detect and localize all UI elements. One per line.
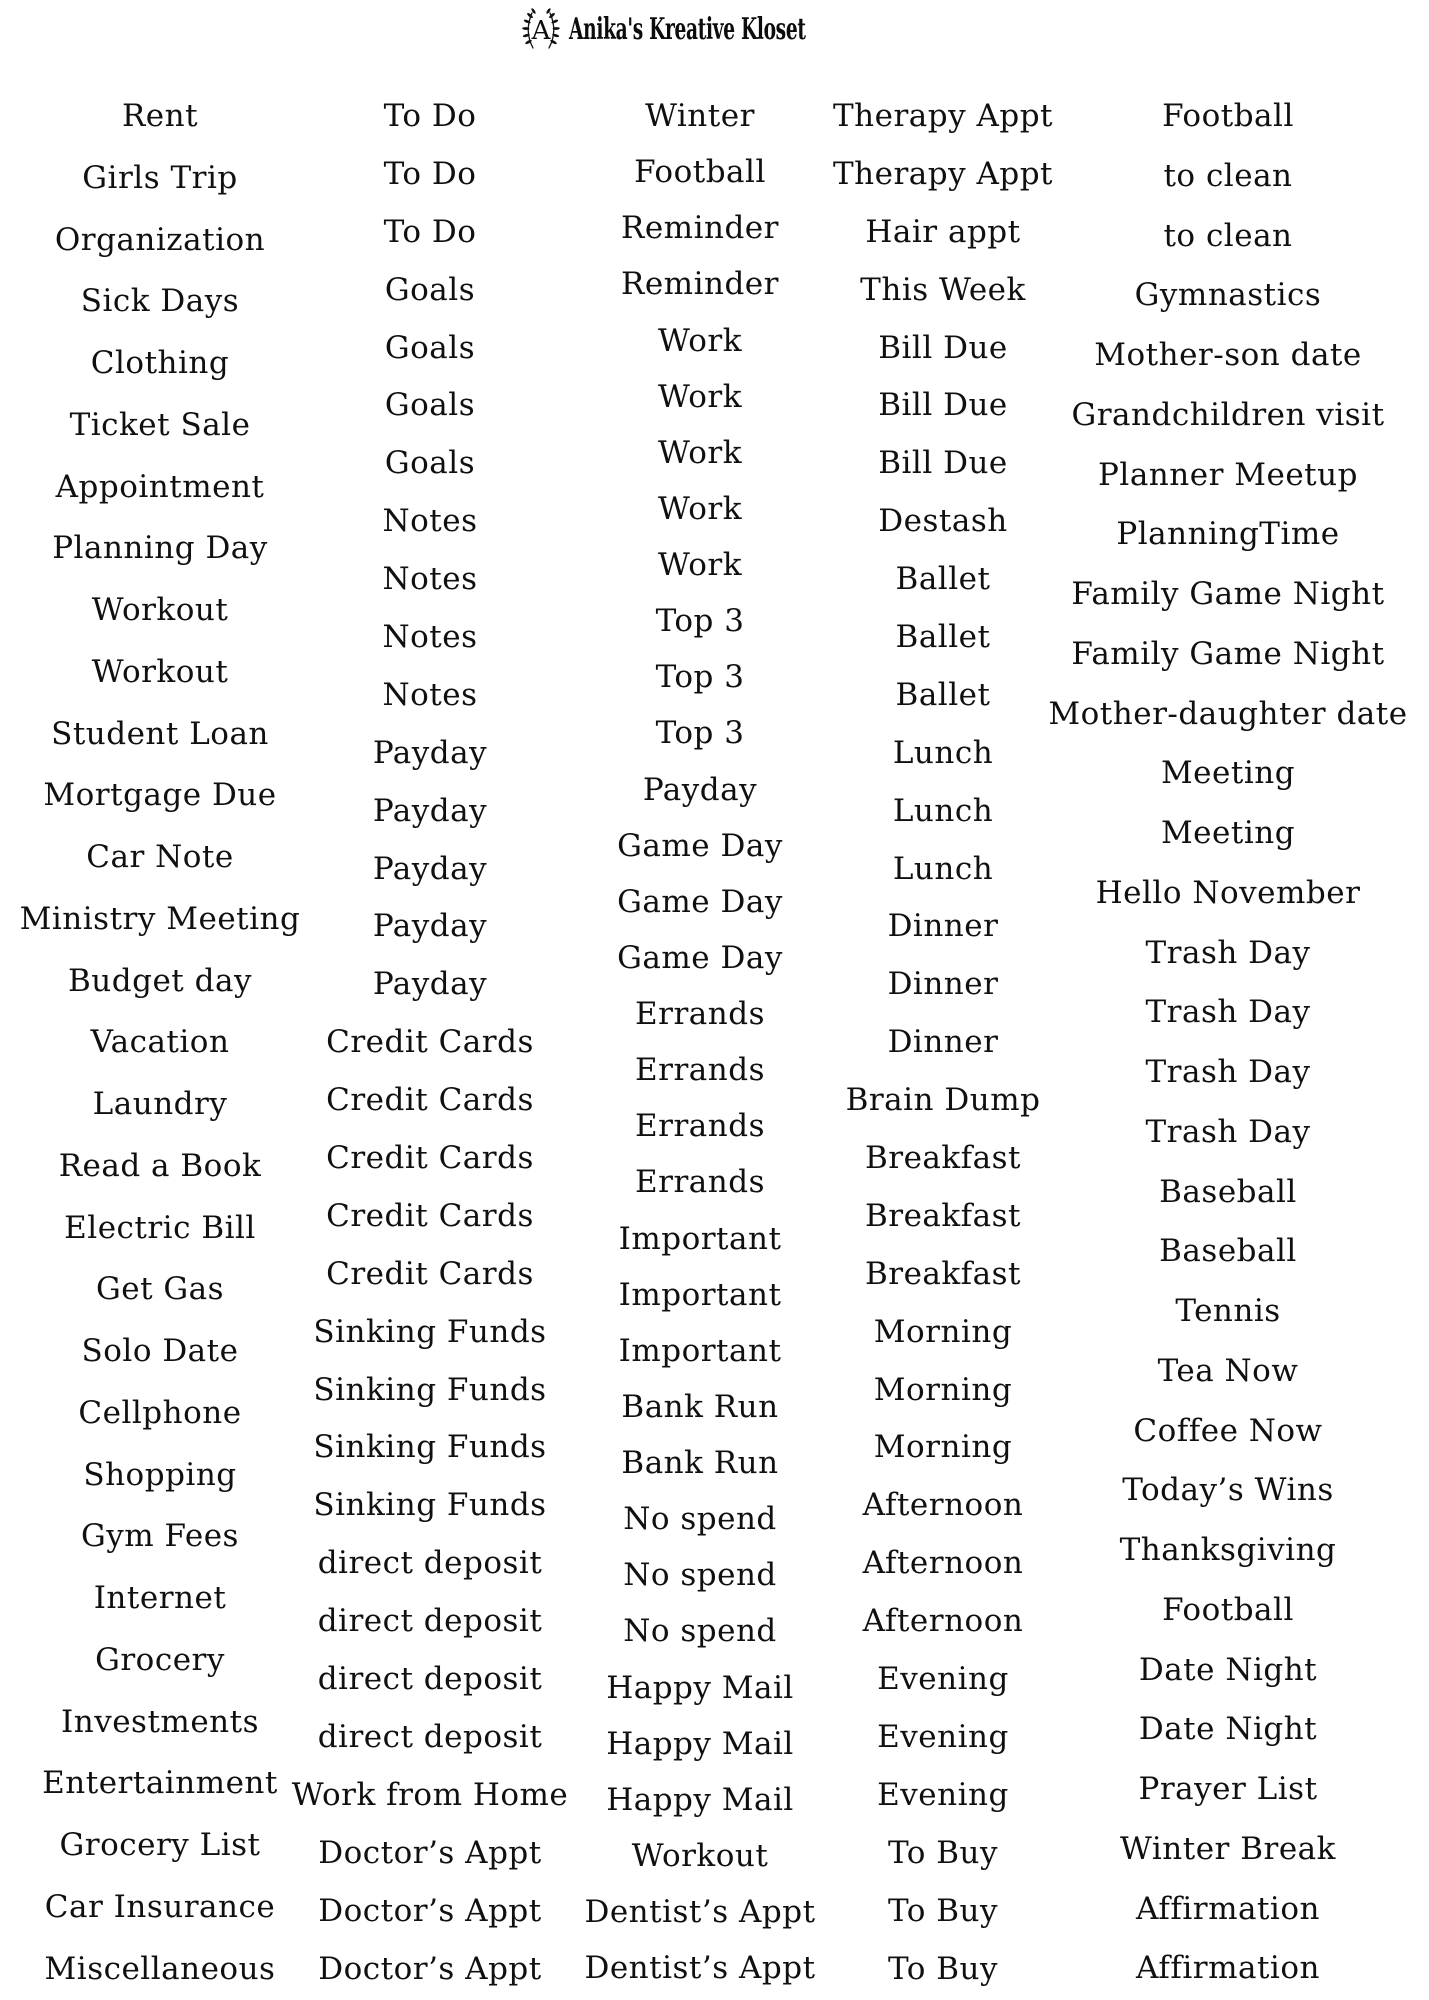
label-item: Evening [877,1718,1009,1755]
label-item: Baseball [1159,1233,1297,1270]
label-item: No spend [623,1613,777,1650]
label-item: Hair appt [865,213,1021,250]
label-item: Ministry Meeting [19,900,301,937]
label-item: Payday [372,792,488,829]
label-item: Girls Trip [82,159,238,196]
label-item: Organization [54,221,266,258]
label-item: Goals [384,329,476,366]
label-item: Bill Due [878,387,1008,424]
label-item: Family Game Night [1071,576,1385,612]
label-item: Read a Book [58,1147,262,1184]
label-item: To Do [383,213,477,250]
brand-header [516,4,951,54]
label-item: To Do [383,155,477,192]
label-item: Dentist’s Appt [584,1950,816,1987]
label-item: Shopping [83,1456,237,1493]
label-item: Family Game Night [1071,635,1385,672]
label-item: Car Note [86,839,234,875]
label-item: Notes [382,676,478,713]
label-item: To Do [383,98,477,134]
label-item: Thanksgiving [1119,1532,1337,1568]
label-item: Dinner [887,1024,999,1061]
label-column-2 [280,100,580,1986]
label-item: Laundry [92,1086,228,1122]
label-column-5 [1028,100,1428,1986]
label-item: Top 3 [655,659,745,696]
label-item: Goals [384,445,476,482]
label-item: Brain Dump [845,1082,1041,1119]
label-item: to clean [1163,217,1293,254]
label-item: Reminder [621,210,779,247]
label-item: Goals [384,387,476,424]
label-item: Afternoon [862,1545,1024,1582]
label-item: Happy Mail [606,1725,794,1762]
label-item: Hello November [1095,874,1361,911]
label-item: Morning [873,1371,1013,1408]
label-item: Grocery [95,1641,225,1678]
label-item: Appointment [55,468,265,505]
label-item: Afternoon [862,1603,1024,1640]
label-item: Therapy Appt [832,98,1054,134]
label-item: Dinner [887,966,999,1003]
label-item: Credit Cards [326,1255,534,1292]
label-item: Electric Bill [64,1209,256,1246]
label-item: direct deposit [317,1661,543,1698]
label-item: Vacation [90,1024,230,1061]
label-item: Rent [121,98,199,134]
label-item: Clothing [90,345,230,381]
label-item: No spend [623,1557,777,1594]
label-item: Work [657,547,743,583]
label-item: PlanningTime [1116,516,1340,553]
label-item: Bank Run [621,1445,779,1481]
label-item: Affirmation [1136,1950,1320,1987]
label-item: Work [657,378,743,415]
label-item: Winter Break [1120,1830,1336,1867]
label-item: Tennis [1175,1293,1281,1329]
label-item: Mother-son date [1094,337,1362,373]
label-item: Investments [60,1703,259,1740]
label-item: Today’s Wins [1122,1472,1334,1509]
label-item: to clean [1163,157,1293,194]
label-item: Payday [372,908,488,945]
laurel-wreath-icon [516,6,566,52]
label-item: Morning [873,1429,1013,1466]
label-item: direct deposit [317,1718,543,1755]
label-item: Workout [91,592,229,628]
label-item: Errands [635,1108,765,1145]
label-item: Goals [384,271,476,308]
label-item: Sinking Funds [313,1371,547,1408]
label-item: Coffee Now [1133,1412,1323,1449]
label-item: No spend [623,1501,777,1538]
label-item: Football [1162,1591,1294,1628]
label-item: Therapy Appt [832,155,1054,192]
label-item: Meeting [1160,755,1296,792]
label-item: Game Day [617,827,783,864]
label-item: Errands [635,1164,765,1201]
label-item: Internet [93,1580,227,1616]
label-item: Lunch [892,850,994,887]
label-item: Payday [372,966,488,1003]
label-column-1 [10,100,310,1986]
label-item: Get Gas [95,1271,225,1308]
label-item: Car Insurance [44,1888,276,1925]
label-item: Credit Cards [326,1197,534,1234]
label-item: Notes [382,619,478,656]
label-item: Ballet [895,619,991,656]
label-item: Doctor’s Appt [318,1892,542,1929]
label-item: Work [657,322,743,359]
label-item: Planning Day [52,530,268,567]
label-item: Dinner [887,908,999,945]
label-item: Afternoon [862,1487,1024,1524]
label-item: Grocery List [59,1827,261,1863]
label-item: Trash Day [1145,994,1311,1031]
label-item: Mother-daughter date [1048,695,1408,732]
label-item: Affirmation [1136,1890,1320,1927]
label-item: Important [618,1332,782,1369]
label-item: Meeting [1160,815,1296,851]
label-item: Doctor’s Appt [318,1834,542,1871]
label-item: Errands [635,996,765,1032]
label-item: Notes [382,503,478,540]
label-item: Winter [645,98,755,134]
label-item: Trash Day [1145,1054,1311,1090]
label-item: Breakfast [864,1255,1022,1292]
label-item: Morning [873,1313,1013,1350]
label-item: Doctor’s Appt [318,1950,542,1987]
label-item: Dentist’s Appt [584,1894,816,1930]
label-item: Tea Now [1157,1352,1299,1389]
label-item: Ballet [895,561,991,598]
label-item: To Buy [887,1950,999,1987]
label-item: Sinking Funds [313,1429,547,1466]
label-item: Important [618,1276,782,1313]
label-item: Reminder [621,266,779,303]
label-item: Evening [877,1661,1009,1698]
label-item: Happy Mail [606,1669,794,1706]
label-item: Payday [372,850,488,887]
label-item: To Buy [887,1892,999,1929]
label-item: Ballet [895,676,991,713]
label-item: Football [634,154,766,191]
label-item: Errands [635,1052,765,1089]
label-item: Happy Mail [606,1781,794,1818]
label-item: Lunch [892,734,994,771]
label-item: Football [1162,98,1294,134]
label-item: Prayer List [1138,1771,1318,1807]
label-item: direct deposit [317,1545,543,1582]
label-item: Destash [878,503,1008,540]
label-item: Bill Due [878,329,1008,366]
label-item: Payday [642,771,758,808]
label-item: Ticket Sale [69,406,251,443]
label-item: Student Loan [51,715,269,752]
label-item: Credit Cards [326,1140,534,1177]
label-item: Lunch [892,792,994,829]
label-item: Game Day [617,939,783,976]
label-item: Credit Cards [326,1024,534,1061]
label-item: Evening [877,1776,1009,1813]
label-item: Important [618,1220,782,1257]
label-item: Work [657,490,743,527]
label-item: Game Day [617,883,783,920]
label-item: Gym Fees [81,1518,239,1555]
label-item: Work from Home [291,1776,569,1813]
label-item: To Buy [887,1834,999,1871]
label-item: Trash Day [1145,1113,1311,1150]
label-item: Grandchildren visit [1071,396,1385,433]
label-item: Top 3 [655,715,745,752]
brand-title: Anika's Kreative Kloset [569,11,806,47]
label-item: Bill Due [878,445,1008,482]
label-item: Baseball [1159,1173,1297,1210]
label-item: Miscellaneous [44,1950,276,1987]
label-item: Sick Days [80,283,240,320]
label-item: Date Night [1138,1711,1318,1748]
label-item: Cellphone [78,1394,242,1431]
label-item: Date Night [1138,1651,1318,1688]
label-item: Notes [382,561,478,598]
label-item: Mortgage Due [43,777,277,814]
label-item: Planner Meetup [1098,456,1358,493]
label-item: Breakfast [864,1140,1022,1177]
label-item: Workout [91,653,229,690]
label-item: Payday [372,734,488,771]
label-item: Budget day [68,962,252,999]
label-item: Trash Day [1145,934,1311,971]
label-item: Bank Run [621,1388,779,1425]
label-item: Workout [631,1837,769,1874]
label-item: Top 3 [655,603,745,640]
label-item: Gymnastics [1134,277,1322,314]
logo-letter: A [531,16,551,46]
label-item: Sinking Funds [313,1487,547,1524]
label-item: Entertainment [42,1765,278,1802]
label-item: Breakfast [864,1197,1022,1234]
label-item: direct deposit [317,1603,543,1640]
label-item: Solo Date [81,1333,239,1369]
label-item: Credit Cards [326,1082,534,1119]
label-item: This Week [860,271,1026,308]
label-item: Sinking Funds [313,1313,547,1350]
label-columns [0,100,1429,1986]
label-item: Work [657,434,743,471]
